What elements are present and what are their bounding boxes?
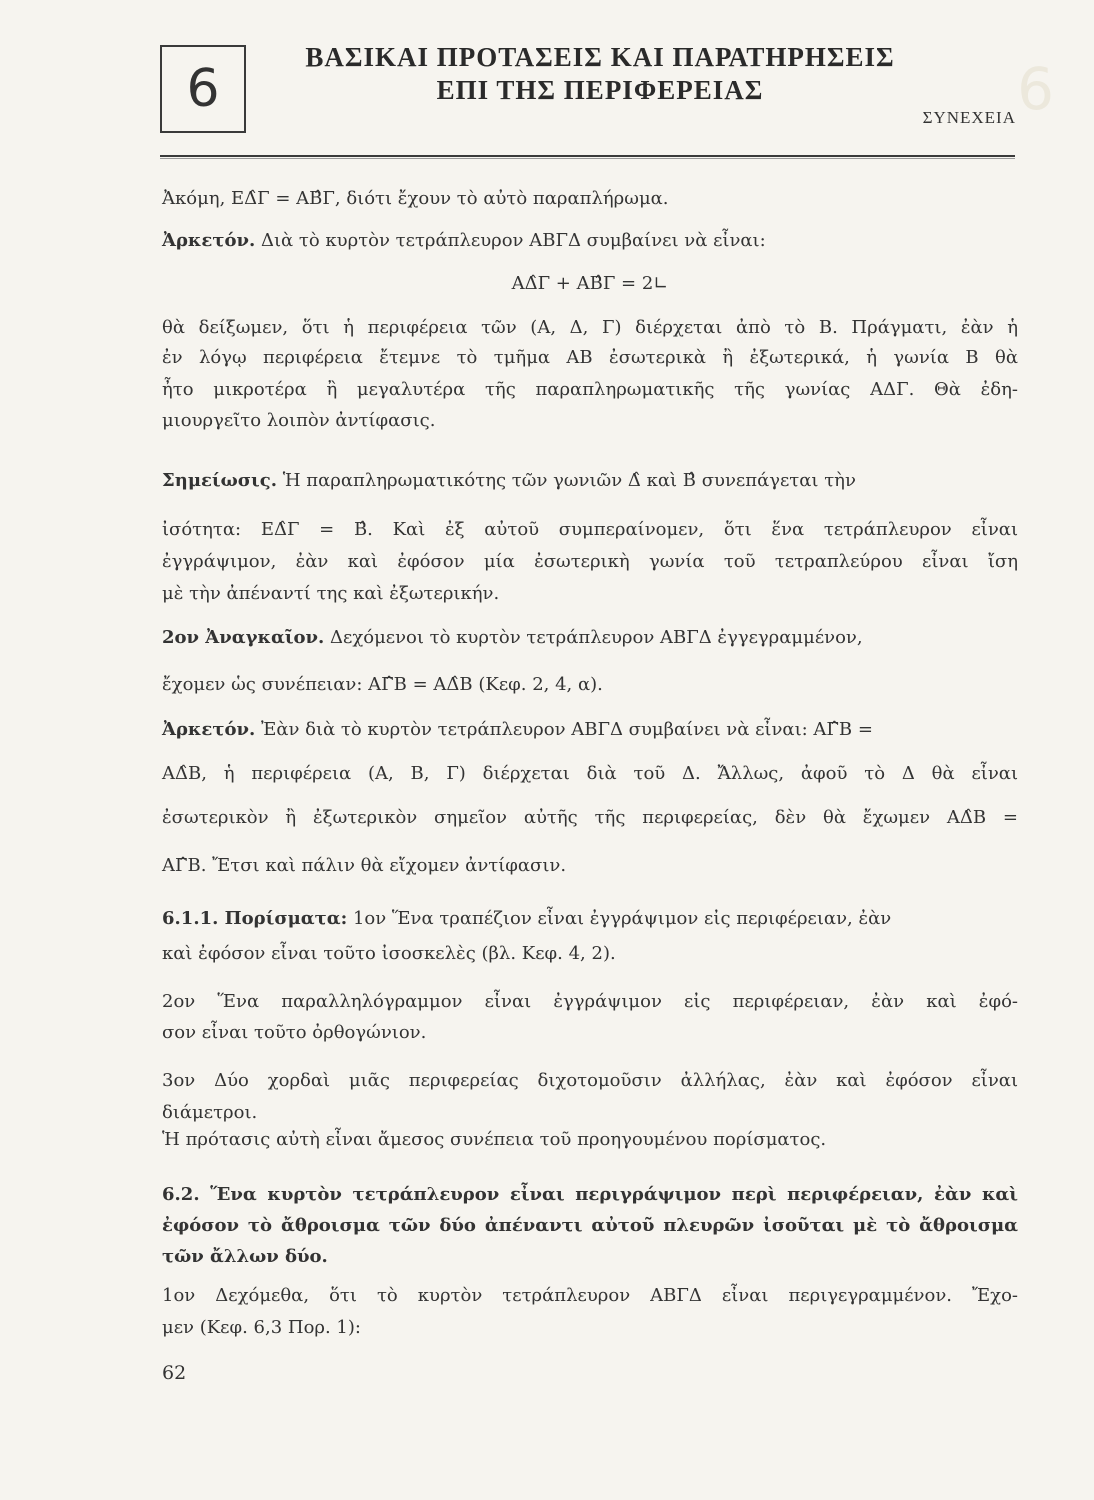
- text-span: Ἡ παραπληρωματικότης τῶν γωνιῶν Δ̂ καὶ Β̂ συνεπάγεται τὴν: [277, 470, 856, 491]
- text-line: καὶ ἐφόσον εἶναι τοῦτο ἰσοσκελὲς (βλ. Κεφ. 4, 2).: [162, 943, 616, 964]
- text-line: 1ον Δεχόμεθα, ὅτι τὸ κυρτὸν τετράπλευρον ΑΒΓΔ εἶναι περιγεγραμμένον. Ἔχο-: [162, 1285, 1018, 1306]
- text-line: 2ον Ἕνα παραλληλόγραμμον εἶναι ἐγγράψιμον εἰς περιφέρειαν, ἐὰν καὶ ἐφό-: [162, 991, 1018, 1012]
- text-line: ἔχομεν ὡς συνέπειαν: ΑΓ̂Β = ΑΔ̂Β (Κεφ. 2, 4, α).: [162, 674, 603, 695]
- theorem-line: 6.2. Ἕνα κυρτὸν τετράπλευρον εἶναι περιγράψιμον περὶ περιφέρειαν, ἐὰν καὶ: [162, 1184, 1018, 1205]
- text-line: [162, 229, 766, 253]
- text-line: ΑΓ̂Β. Ἔτσι καὶ πάλιν θὰ εἴχομεν ἀντίφασιν.: [162, 855, 567, 876]
- text-line: [162, 469, 856, 493]
- text-line: μιουργεῖτο λοιπὸν ἀντίφασις.: [162, 410, 436, 431]
- text-line: ἐσωτερικὸν ἢ ἐξωτερικὸν σημεῖον αὐτῆς τῆς περιφερείας, δὲν θὰ ἔχωμεν ΑΔ̂Β =: [162, 807, 1018, 828]
- text-line: Ἡ πρότασις αὐτὴ εἶναι ἄμεσος συνέπεια τοῦ προηγουμένου πορίσματος.: [162, 1129, 827, 1150]
- text-line: θὰ δείξωμεν, ὅτι ἡ περιφέρεια τῶν (Α, Δ, Γ) διέρχεται ἀπὸ τὸ Β. Πράγματι, ἐὰν ἡ: [162, 317, 1018, 338]
- header-rule-thin: [160, 158, 1015, 159]
- text-line: 3ον Δύο χορδαὶ μιᾶς περιφερείας διχοτομοῦσιν ἀλλήλας, ἐὰν καὶ ἐφόσον εἶναι: [162, 1070, 1018, 1091]
- page-number: 62: [162, 1362, 187, 1384]
- text-line: [162, 626, 863, 650]
- text-line: ἦτο μικροτέρα ἢ μεγαλυτέρα τῆς παραπληρωματικῆς τῆς γωνίας ΑΔΓ. Θὰ ἐδη-: [162, 379, 1018, 400]
- text-line: ΑΔ̂Β, ἡ περιφέρεια (Α, Β, Γ) διέρχεται διὰ τοῦ Δ. Ἄλλως, ἀφοῦ τὸ Δ θὰ εἶναι: [162, 763, 1018, 784]
- text-line: διάμετροι.: [162, 1102, 258, 1123]
- bleed-through-mark: 6: [1017, 55, 1054, 123]
- text-line: ἰσότητα: ΕΔ̂Γ = Β̂. Καὶ ἐξ αὐτοῦ συμπεραίνομεν, ὅτι ἕνα τετράπλευρον εἶναι: [162, 519, 1018, 540]
- paragraph-lead: Ἀρκετόν.: [162, 719, 256, 740]
- chapter-number: 6: [186, 59, 220, 119]
- chapter-title-line2: ΕΠΙ ΤΗΣ ΠΕΡΙΦΕΡΕΙΑΣ: [436, 75, 764, 105]
- text-span: Ἐὰν διὰ τὸ κυρτὸν τετράπλευρον ΑΒΓΔ συμβαίνει νὰ εἶναι: ΑΓ̂Β =: [255, 719, 873, 740]
- paragraph-lead: 6.1.1. Πορίσματα:: [162, 908, 348, 929]
- text-line: μὲ τὴν ἀπέναντί της καὶ ἐξωτερικήν.: [162, 583, 500, 604]
- chapter-title-line1: ΒΑΣΙΚΑΙ ΠΡΟΤΑΣΕΙΣ ΚΑΙ ΠΑΡΑΤΗΡΗΣΕΙΣ: [305, 42, 895, 72]
- continuation-label: ΣΥΝΕΧΕΙΑ: [922, 108, 1016, 127]
- text-line: μεν (Κεφ. 6,3 Πορ. 1):: [162, 1317, 361, 1338]
- text-line: ἐγγράψιμον, ἐὰν καὶ ἐφόσον μία ἐσωτερικὴ γωνία τοῦ τετραπλεύρου εἶναι ἴση: [162, 551, 1018, 572]
- equation-line: ΑΔ̂Γ + ΑΒ̂Γ = 2∟: [511, 273, 669, 294]
- text-span: 1ον Ἕνα τραπέζιον εἶναι ἐγγράψιμον εἰς περιφέρειαν, ἐὰν: [347, 908, 892, 929]
- text-span: Διὰ τὸ κυρτὸν τετράπλευρον ΑΒΓΔ συμβαίνει νὰ εἶναι:: [255, 230, 766, 251]
- header-rule: [160, 155, 1015, 157]
- text-line: ἐν λόγῳ περιφέρεια ἔτεμνε τὸ τμῆμα ΑΒ ἐσωτερικὰ ἢ ἐξωτερικά, ἡ γωνία Β θὰ: [162, 347, 1018, 368]
- paragraph-lead: Σημείωσις.: [162, 470, 277, 491]
- chapter-number-box: [160, 45, 246, 133]
- theorem-line: ἐφόσον τὸ ἄθροισμα τῶν δύο ἀπέναντι αὐτοῦ πλευρῶν ἰσοῦται μὲ τὸ ἄθροισμα: [162, 1215, 1018, 1236]
- text-line: Ἀκόμη, ΕΔ̂Γ = ΑΒ̂Γ, διότι ἔχουν τὸ αὐτὸ παραπλήρωμα.: [162, 188, 669, 209]
- text-line: [162, 907, 891, 931]
- text-line: [162, 718, 873, 742]
- paragraph-lead: Ἀρκετόν.: [162, 230, 256, 251]
- text-line: σον εἶναι τοῦτο ὀρθογώνιον.: [162, 1022, 427, 1043]
- text-span: Δεχόμενοι τὸ κυρτὸν τετράπλευρον ΑΒΓΔ ἐγγεγραμμένον,: [324, 627, 863, 648]
- theorem-line: τῶν ἄλλων δύο.: [162, 1246, 328, 1267]
- paragraph-lead: 2ον Ἀναγκαῖον.: [162, 627, 325, 648]
